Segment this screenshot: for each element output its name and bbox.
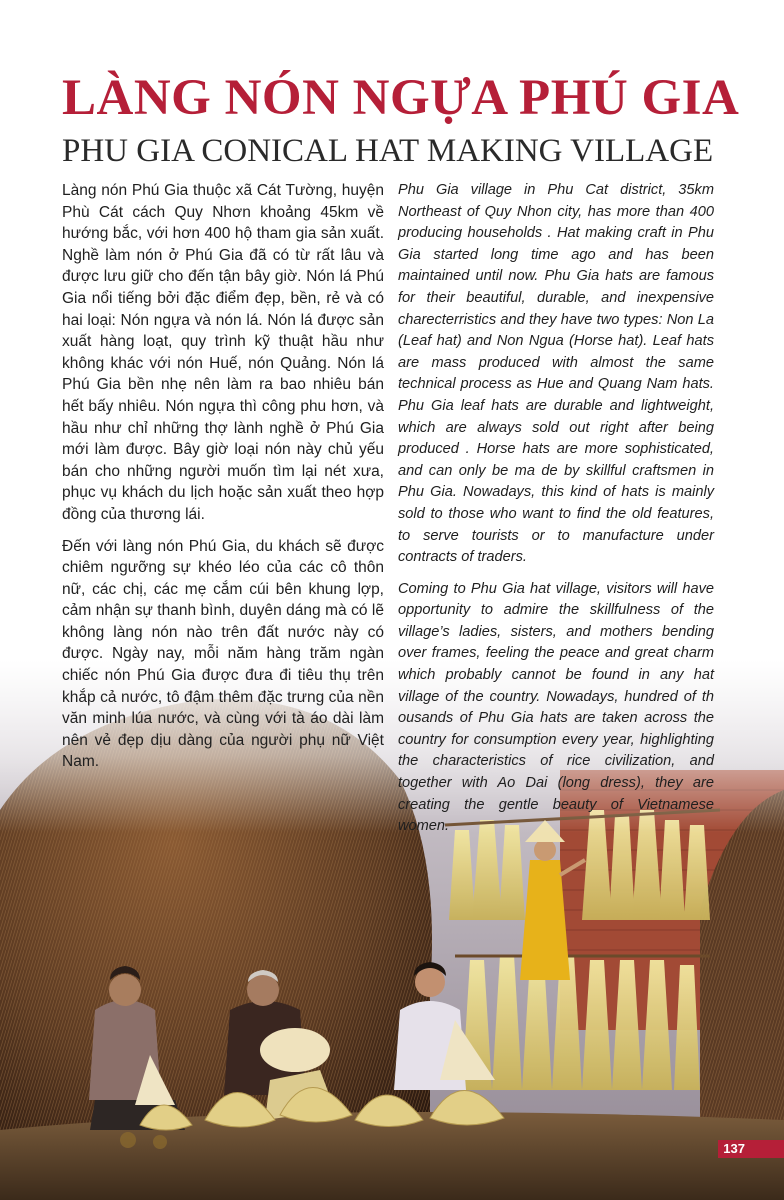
page-number: 137: [718, 1140, 750, 1158]
page-number-strip: [750, 1140, 784, 1158]
english-paragraph: Phu Gia village in Phu Cat district, 35km Northeast of Quy Nhon city, has more than 400 producing households . Hat making craft in Phu Gia started long time ago and has been maintained until now. Phu Gia hats are famous for their beautiful, durable, and inexpensive charecterristics and they have two types: Non La (Leaf hat) and Non Ngua (Horse hat). Leaf hats are mass produced with almost the same technical process as Hue and Quang Nam hats. Phu Gia leaf hats are durable and lightweight, which are always sold out right after being produced . Horse hats are more sophisticated, and can only be ma de by skillful craftsmen in Phu Gia. Nowadays, this kind of hats is mainly sold to those who want to find the old features, to serve tourists or to manufacture under contracts of traders.: [398, 182, 714, 566]
english-paragraph: Coming to Phu Gia hat village, visitors will have opportunity to admire the skillfulness of the village’s ladies, sisters, and mothers bending over frames, feeling the peace and great charm which probably cannot be found in any hat village of the country. Nowadays, hundred of th ousands of Phu Gia hats are taken across the country for consumption every year, highlighting the characteristics of rice civilization, and together with Ao Dai (long dress), they are creating the gentle beauty of Vietnamese women.: [398, 580, 714, 835]
english-column: [398, 180, 714, 848]
page-subtitle: PHU GIA CONICAL HAT MAKING VILLAGE: [62, 133, 714, 169]
vietnamese-column: [62, 180, 384, 783]
vietnamese-paragraph: Đến với làng nón Phú Gia, du khách sẽ được chiêm ngưỡng sự khéo léo của các cô thôn nữ, các chị, các mẹ cắm cúi bên khung lợp, cảm nhận sự thanh bình, duyên dáng mà có lẽ không làng nón nào trên đất nước này có được. Ngày nay, mỗi năm hàng trăm ngàn chiếc nón Phú Gia được đưa đi tiêu thụ trên khắp cả nước, tô đậm thêm đặc trưng của nền văn minh lúa nước, và cùng với tà áo dài làm nên vẻ đẹp dịu dàng của người phụ nữ Việt Nam.: [62, 537, 384, 771]
page-title: LÀNG NÓN NGỰA PHÚ GIA: [62, 70, 740, 126]
vietnamese-paragraph: Làng nón Phú Gia thuộc xã Cát Tường, huyện Phù Cát cách Quy Nhơn khoảng 45km về hướng bắc, với hơn 400 hộ tham gia sản xuất. Nghề làm nón ở Phú Gia đã có từ rất lâu và được lưu giữ cho đến tận bây giờ. Nón lá Phú Gia nổi tiếng bởi đặc điểm đẹp, bền, rẻ và có hai loại: Nón ngựa và nón lá. Nón lá được sản xuất hàng loạt, quy trình kỹ thuật hầu như không khác với nón Huế, nón Quảng. Nón lá Phú Gia bền nhẹ nên làm ra bao nhiêu bán hết bấy nhiêu. Nón ngựa thì công phu hơn, và hầu như chỉ những thợ lành nghề ở Phú Gia mới làm được. Bây giờ loại nón này chủ yếu bán cho những người muốn tìm lại nét xưa, phục vụ khách du lịch hoặc sản xuất theo hợp đồng của thương lái.: [62, 182, 384, 523]
